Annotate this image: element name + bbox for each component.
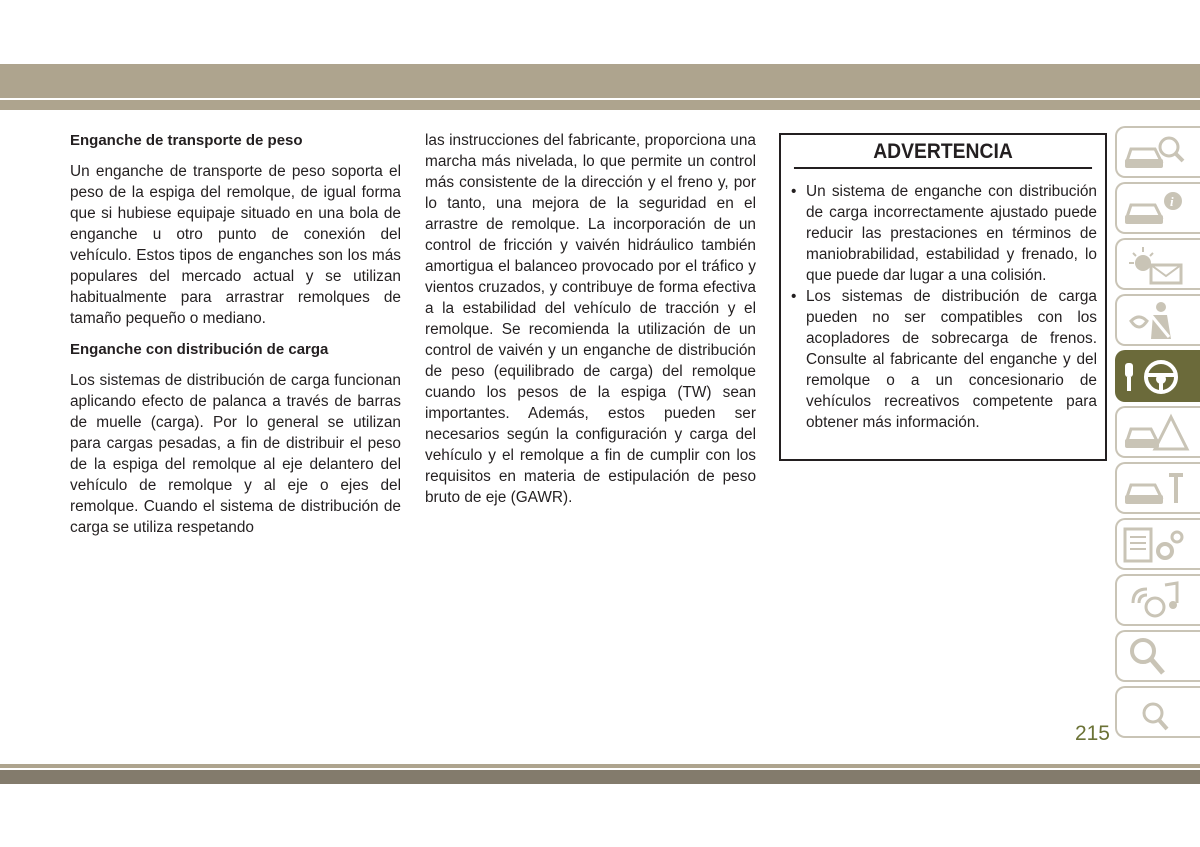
header-band xyxy=(0,64,1200,98)
tab-alphabetical-index[interactable] xyxy=(1115,686,1200,738)
paragraph-weight-distributing: Los sistemas de distribución de carga funcionan aplicando efecto de palanca a través de barras de muelle (carga). Por lo general se utilizan para cargas pesadas, a fin de distribuir el peso de la espiga del remolque al eje delantero del vehículo de remolque y al eje o ejes del remolque. Cuando el sistema de distribución de carga se utiliza respetando xyxy=(70,372,401,536)
tab-starting-operating[interactable] xyxy=(1115,350,1200,402)
tab-search[interactable] xyxy=(1115,630,1200,682)
tab-car-info[interactable] xyxy=(1115,182,1200,234)
tab-car-search[interactable] xyxy=(1115,126,1200,178)
tab-seatbelt-airbag[interactable] xyxy=(1115,294,1200,346)
page-number: 215 xyxy=(1074,722,1110,745)
key-steering-wheel-icon xyxy=(1121,355,1193,399)
specifications-gear-icon xyxy=(1121,523,1193,567)
svg-text:i: i xyxy=(1170,194,1174,209)
tab-car-hazard[interactable] xyxy=(1115,406,1200,458)
seatbelt-airbag-icon xyxy=(1121,299,1193,343)
paragraph-weight-carrying: Un enganche de transporte de peso soporta el peso de la espiga del remolque, de igual forma que si hubiese equipaje situado en una bola de enganche u otro punto de conexión del vehículo. Estos tipos de enganches son los más populares del mercado actual y se utilizan habitualmente para arrastrar remolques de tamaño pequeño o mediano. xyxy=(70,163,401,327)
bullet-glyph: • xyxy=(791,183,797,200)
search-index-icon xyxy=(1121,635,1193,679)
warning-item: • Un sistema de enganche con distribución de carga incorrectamente ajustado puede reducir las prestaciones en términos de maniobrabilidad, estabilidad y frenado, lo que puede dar lugar a una colisión. xyxy=(791,183,1097,284)
tab-warning-lights[interactable] xyxy=(1115,238,1200,290)
section-heading-weight-carrying: Enganche de transporte de peso xyxy=(70,132,303,149)
car-service-icon xyxy=(1121,467,1193,511)
tab-multimedia[interactable] xyxy=(1115,574,1200,626)
text-column-left xyxy=(70,130,401,538)
footer-rule xyxy=(0,764,1200,768)
warning-lights-message-icon xyxy=(1121,243,1193,287)
header-rule xyxy=(0,100,1200,110)
section-heading-weight-distributing: Enganche con distribución de carga xyxy=(70,341,329,358)
tab-car-service[interactable] xyxy=(1115,462,1200,514)
alphabetical-index-icon xyxy=(1121,691,1193,735)
bullet-glyph: • xyxy=(791,288,797,305)
text-column-middle xyxy=(425,130,756,508)
paragraph-continuation: las instrucciones del fabricante, proporciona una marcha más nivelada, lo que permite un control más consistente de la dirección y el freno y, por lo tanto, una mejora de la seguridad en el arrastre de remolque. La incorporación de un control de fricción y vaivén hidráulico también amortigua el balanceo provocado por el tráfico y vientos cruzados, y contribuye de forma efectiva a la estabilidad del vehículo de tracción y el remolque. Se recomienda la utilización de un control de vaivén y un enganche de distribución de peso (equilibrado de carga) del remolque cuando los pesos de la espiga (TW) sean importantes. Además, estos pueden ser necesarios según la configuración y carga del vehículo y el remolque a fin de cumplir con los requisitos en materia de estipulación de peso bruto de eje (GAWR). xyxy=(425,132,756,506)
warning-box xyxy=(779,133,1107,461)
tab-specifications[interactable] xyxy=(1115,518,1200,570)
car-info-icon xyxy=(1121,187,1193,231)
car-search-icon xyxy=(1121,131,1193,175)
footer-band xyxy=(0,770,1200,784)
warning-item: • Los sistemas de distribución de carga pueden no ser compatibles con los acopladores de sobrecarga de frenos. Consulte al fabricante del enganche y del remolque o a un concesionario de vehículos recreativos competente para obtener más información. xyxy=(791,288,1097,431)
multimedia-icon xyxy=(1121,579,1193,623)
warning-list xyxy=(781,181,1105,433)
car-hazard-icon xyxy=(1121,411,1193,455)
warning-title: ADVERTENCIA xyxy=(794,135,1092,169)
